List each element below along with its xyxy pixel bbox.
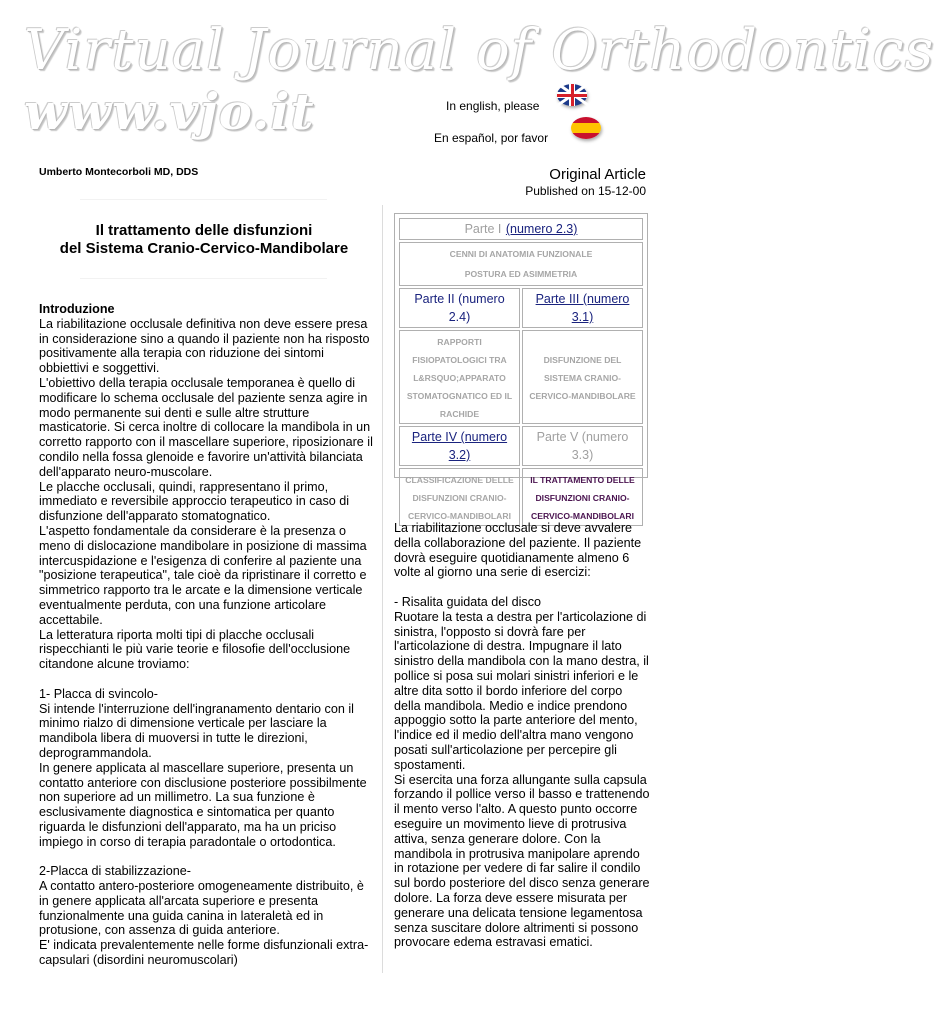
paragraph: La riabilitazione occlusale si deve avvalere della collaborazione del paziente. Il paziente dovrà eseguire quotidianamente almeno 6 volte al giorno una serie di esercizi: — [394, 521, 642, 580]
series-parts-table — [394, 213, 648, 521]
paragraph: E' indicata prevalentemente nelle forme disfunzionali extra-capsulari (disordini neuromuscolari) — [39, 938, 369, 968]
title-divider-bottom — [80, 278, 327, 279]
part-4-link[interactable]: Parte IV (numero 3.2) — [411, 430, 508, 462]
paragraph: Ruotare la testa a destra per l'articolazione di sinistra, l'opposto si dovrà fare per l'articolazione di destra. Impugnare il lato sinistro della mandibola con la mano destra, il pollice si posa sui molari sinistri inferiori e le altre dita sotto il bordo inferiore del corpo della mandibola. Medio e indice prendono appoggio sotto la parte anteriore del mento, l'indice ed il medio dell'altra mano vengono posati sull'articolazione per percepire gli spostamenti. — [394, 609, 649, 772]
right-column — [394, 521, 652, 950]
banner-url: www.vjo.it — [24, 82, 315, 141]
paragraph-spacer — [394, 580, 652, 595]
paragraph: Si esercita una forza allungante sulla capsula forzando il pollice verso il basso e trattenendo il mento verso l'alto. A questo punto occorre eseguire un movimento lieve di protrusiva attiva, senza generare dolore. Con la mandibola in protrusiva manipolare aprendo in rotazione per vedere di far salire il condilo sul bordo posteriore del disco senza generare dolore. La forza deve essere misurata per generare una delicata tensione legamentosa senza suscitare dolore altrimenti si possono provocare edema estravasi ematici. — [394, 772, 650, 950]
part-2-topic: RAPPORTI FISIOPATOLOGICI TRA L&RSQUO;APPARATO STOMATOGNATICO ED IL RACHIDE — [406, 337, 513, 419]
article-author: Umberto Montecorboli MD, DDS — [39, 166, 199, 178]
part-1-label: Parte I — [464, 222, 502, 236]
part-2-cell[interactable] — [399, 288, 520, 328]
paragraph: La letteratura riporta molti tipi di placche occlusali rispecchianti le più varie teorie e filosofie dell'occlusione citandone alcune troviamo: — [39, 627, 351, 672]
part-4-topic-cell — [399, 468, 520, 526]
paragraph: A contatto antero-posteriore omogeneamente distribuito, è in genere applicata all'arcata superiore e presenta funzionalmente una guida canina in lateraletà ed in protusione, con assenza di guida anteriore. — [39, 879, 364, 938]
article-title-line2: del Sistema Cranio-Cervico-Mandibolare — [59, 240, 349, 257]
title-divider-top — [80, 199, 327, 200]
part-3-topic: DISFUNZIONE DEL SISTEMA CRANIO-CERVICO-MANDIBOLARE — [529, 355, 636, 401]
part-3-link[interactable]: Parte III (numero 3.1) — [535, 292, 630, 324]
section-heading: Introduzione — [39, 302, 115, 316]
paragraph: L'obiettivo della terapia occlusale temporanea è quello di modificare lo schema occlusale del paziente senza agire in modo permanente sui denti e sulle altre strutture masticatorie. Si cerca inoltre di collocare la mandibola in un corretto rapporto con il mascellare superiore, riposizionare il condilo nella fossa glenoide e favorire un'attività bilanciata dell'apparato neuro-muscolare. — [39, 375, 373, 479]
part-5-topic-current: IL TRATTAMENTO DELLE DISFUNZIONI CRANIO-CERVICO-MANDIBOLARI — [530, 475, 635, 521]
part-5-cell — [522, 426, 643, 466]
part-2-link[interactable]: Parte II (numero 2.4) — [414, 292, 505, 324]
language-english-label[interactable]: In english, please — [446, 99, 540, 113]
spain-flag-icon[interactable] — [571, 117, 601, 139]
paragraph: L'aspetto fondamentale da considerare è la presenza o meno di dislocazione mandibolare in posizione di massima intercuspidazione e l'esigenza di conferire al paziente una "posizione terapeutica", tale cioè da ripristinare il corretto e simmetrico rapporto tra le arcate e la dimensione verticale eventualmente perduta, con una funzione articolare accettabile. — [39, 523, 367, 627]
banner-title: Virtual Journal of Orthodontics — [24, 18, 934, 83]
publish-date: Published on 15-12-00 — [525, 184, 646, 198]
part-3-cell[interactable] — [522, 288, 643, 328]
journal-banner — [0, 0, 934, 150]
part-5-topic-cell — [522, 468, 643, 526]
part-1-topic-posture: POSTURA ED ASIMMETRIA — [464, 269, 578, 279]
uk-flag-icon[interactable] — [557, 84, 587, 106]
paragraph: In genere applicata al mascellare superiore, presenta un contatto anteriore con disclusione posteriore possibilmente non superiore ad un millimetro. La sua funzione è esclusivamente diagnostica e sintomatica per quanto riguarda le disfunzioni dell'apparato, ma ha un priciso impiego in corso di terapia paradontale o ortodontica. — [39, 760, 367, 849]
paragraph: La riabilitazione occlusale definitiva non deve essere presa in considerazione sino a quando il paziente non ha risposto positivamente alla terapia con riduzione dei sintomi obbiettivi e soggettivi. — [39, 316, 370, 376]
part-2-topic-cell — [399, 330, 520, 424]
column-divider — [382, 205, 383, 973]
part-1-cell[interactable] — [399, 218, 643, 240]
part-5-label: Parte V (numero 3.3) — [536, 430, 629, 462]
language-spanish-label[interactable]: En español, por favor — [434, 131, 549, 145]
paragraph: Si intende l'interruzione dell'ingranamento dentario con il minimo rialzo di dimensione verticale per lasciare la mandibola libera di muoversi in tutte le direzioni, deprogrammandola. — [39, 701, 354, 760]
paragraph-spacer — [39, 849, 374, 864]
paragraph: - Risalita guidata del disco — [394, 594, 542, 609]
article-type: Original Article — [549, 166, 646, 183]
part-1-topics-cell — [399, 242, 643, 286]
part-1-topic-anatomy: CENNI DI ANATOMIA FUNZIONALE — [449, 248, 593, 259]
part-3-topic-cell — [522, 330, 643, 424]
paragraph: 2-Placca di stabilizzazione- — [39, 864, 191, 879]
left-column — [39, 302, 374, 968]
paragraph-spacer — [39, 672, 374, 687]
part-4-cell[interactable] — [399, 426, 520, 466]
article-title — [40, 222, 368, 258]
part-4-topic: CLASSIFICAZIONE DELLE DISFUNZIONI CRANIO-CERVICO-MANDIBOLARI — [405, 475, 514, 521]
paragraph: Le placche occlusali, quindi, rappresentano il primo, immediato e reversibile approccio terapeutico in caso di disfunzione dell'apparato stomatognatico. — [39, 479, 350, 524]
part-1-link[interactable]: (numero 2.3) — [505, 222, 578, 236]
article-title-line1: Il trattamento delle disfunzioni — [95, 222, 313, 239]
paragraph: 1- Placca di svincolo- — [39, 686, 158, 701]
